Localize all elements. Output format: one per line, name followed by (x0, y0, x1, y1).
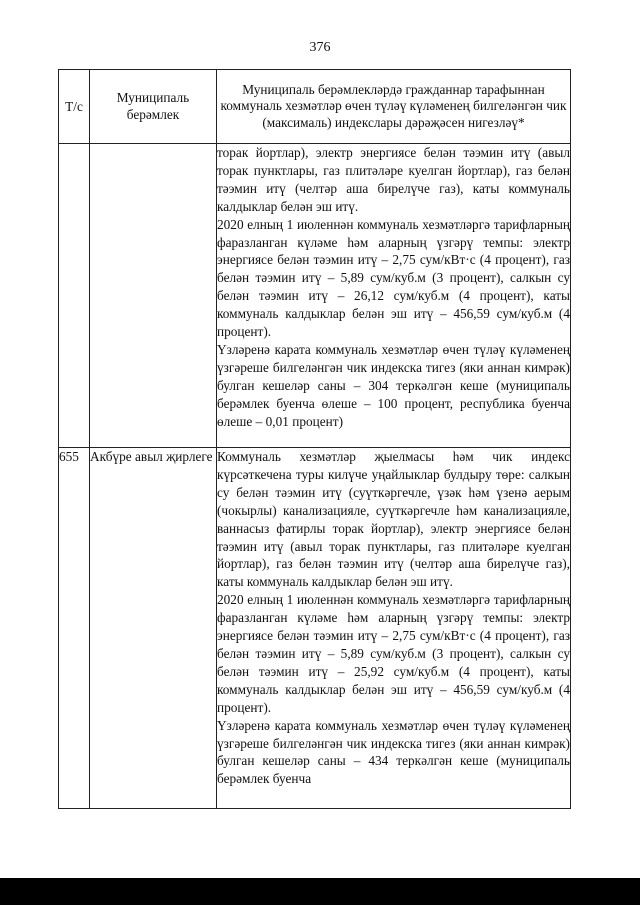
header-number: Т/с (59, 70, 90, 144)
scan-bottom-edge (0, 878, 640, 905)
description-paragraph: Коммуналь хезмәтләр җыелмасы һәм чик индекс күрсәткечена туры килүче уңайлыклар булдыру төре: салкын су белән тәэмин итү (суүткәргечле, үзәк һәм үзенә аерым (чокырлы) канализацияле, суүткәргечле һәм канализацияле, ваннасыз фатирлы торак йортлар), электр энергиясе белән тәэмин итү (авыл торак пунктлары, газ плитәләре куелган йортлар), газ белән тәэмин итү (челтәр аша бирелүче газ), каты коммуналь калдыклар белән эш итү. (217, 449, 570, 590)
page-number: 376 (309, 40, 331, 55)
table-header-row (59, 70, 571, 144)
description-paragraph: Үзләренә карата коммуналь хезмәтләр өчен түләү күләменең үзгәреше билгеләнгән чик индекска тигез (яки аннан кимрәк) булган кешеләр саны – 304 теркәлгән кеше (муниципаль берәмлек буенча өлеше – 100 процент, республика буенча өлеше – 0,01 процент) (217, 341, 570, 429)
table-row (59, 144, 571, 448)
municipal-index-table (58, 69, 571, 809)
description-paragraph: 2020 елның 1 июленнән коммуналь хезмәтләргә тарифларның фаразланган күләме һәм аларның үзгәрү темпы: электр энергиясе белән тәэмин итү – 2,75 сум/кВт·с (4 процент), газ белән тәэмин итү – 5,89 сум/куб.м (3 процент), салкын су белән тәэмин итү – 25,92 сум/куб.м (4 процент), каты коммуналь калдыклар белән эш итү – 456,59 сум/куб.м (4 процент). (217, 592, 570, 715)
description-paragraph: 2020 елның 1 июленнән коммуналь хезмәтләргә тарифларның фаразланган күләме һәм аларның үзгәрү темпы: электр энергиясе белән тәэмин итү – 2,75 сум/кВт·с (4 процент), газ белән тәэмин итү – 5,89 сум/куб.м (3 процент), салкын су белән тәэмин итү – 26,12 сум/куб.м (4 процент), каты коммуналь калдыклар белән эш итү – 456,59 сум/куб.м (4 процент). (217, 216, 570, 340)
row-municipality (90, 144, 217, 448)
description-paragraph: торак йортлар), электр энергиясе белән тәэмин итү (авыл торак пунктлары, газ плитәләре куелган йортлар), газ белән тәэмин итү (челтәр аша бирелүче газ), каты коммуналь калдыклар белән эш итү. (217, 145, 570, 214)
description-paragraph: Үзләренә карата коммуналь хезмәтләр өчен түләү күләменең үзгәреше билгеләнгән чик индекска тигез (яки аннан кимрәк) булган кешеләр саны – 434 теркәлгән кеше (муниципаль берәмлек буенча (217, 717, 570, 787)
row-municipality: Акбүре авыл җирлеге (90, 448, 217, 809)
row-number (59, 144, 90, 448)
row-description (217, 448, 571, 809)
header-municipality: Муниципаль берәмлек (90, 70, 217, 144)
table-row (59, 448, 571, 809)
row-number: 655 (59, 448, 90, 809)
header-description: Муниципаль берәмлекләрдә гражданнар тарафыннан коммуналь хезмәтләр өчен түләү күләменең билгеләнгән чик (максималь) индекслары дәрәҗәсен нигезләү* (217, 70, 571, 144)
row-description (217, 144, 571, 448)
